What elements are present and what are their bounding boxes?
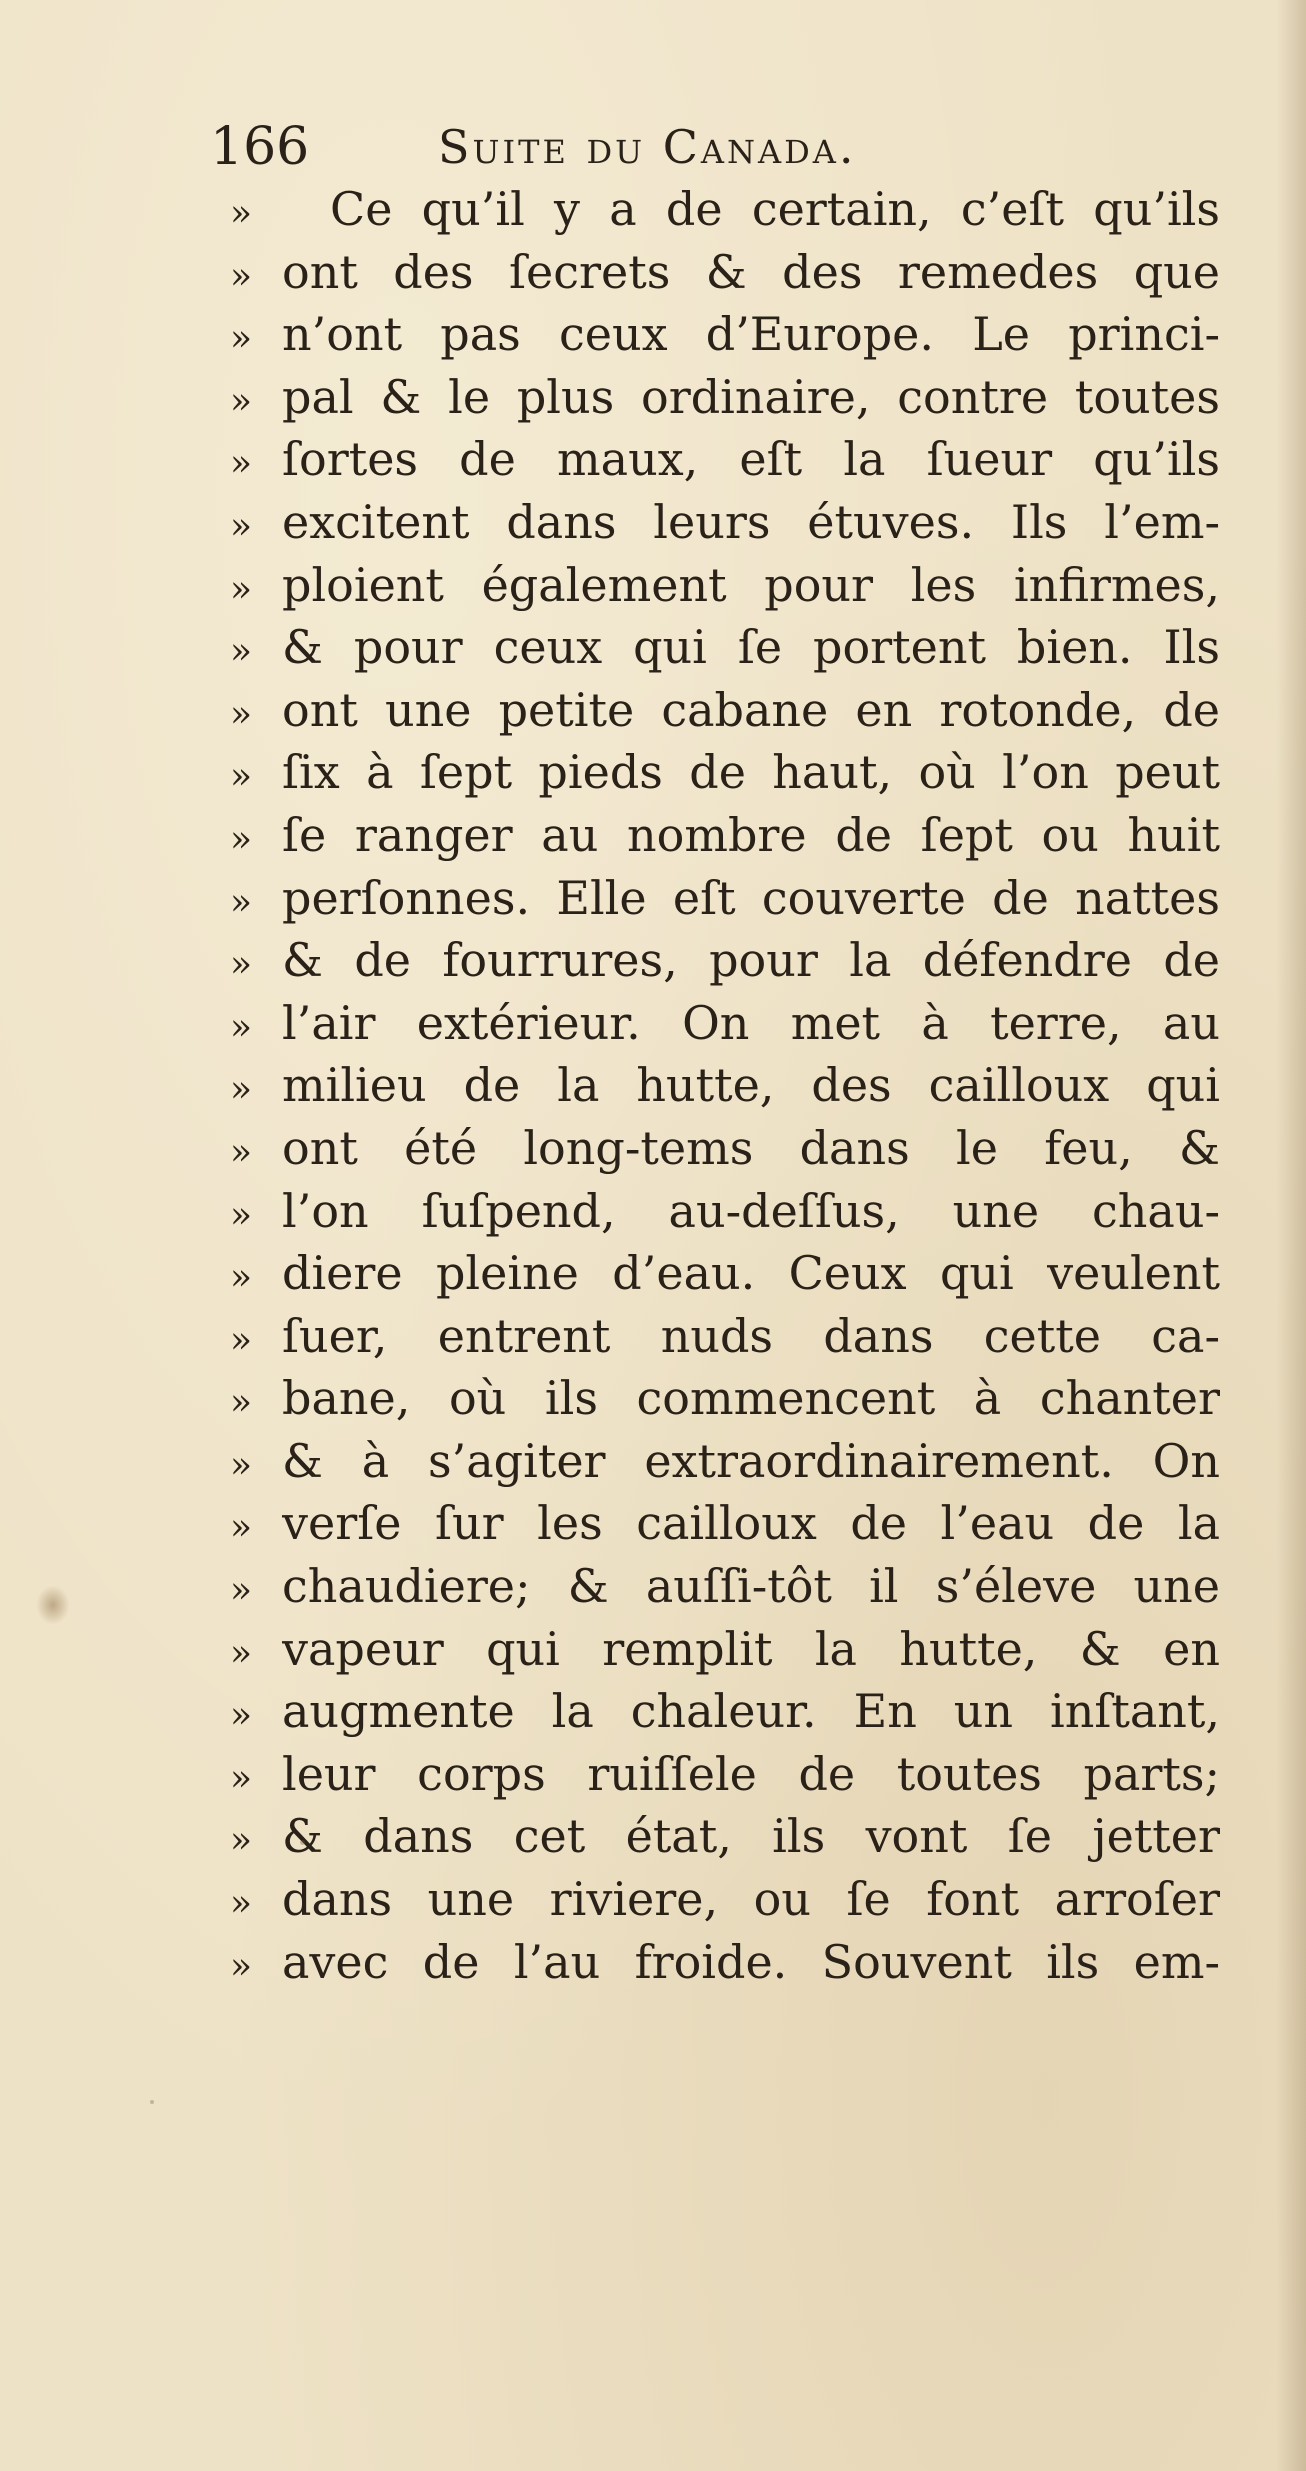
quotation-mark: »: [230, 881, 253, 923]
text-line: [230, 1868, 1220, 1931]
text-line: [230, 679, 1220, 742]
line-text: perſonnes. Elle eſt couverte de nattes: [282, 870, 1220, 925]
quotation-mark: »: [230, 1883, 253, 1925]
line-text: & de fourrures, pour la défendre de: [282, 933, 1220, 988]
quotation-mark: »: [230, 1507, 253, 1549]
text-line: [230, 1430, 1220, 1493]
quotation-mark: »: [230, 944, 253, 986]
line-text: pal & le plus ordinaire, contre toutes: [282, 369, 1220, 424]
quotation-mark: »: [230, 1319, 253, 1361]
line-text: ont des ſecrets & des remedes que: [282, 244, 1220, 299]
quotation-mark: »: [230, 818, 253, 860]
quotation-mark: »: [230, 1194, 253, 1236]
page-edge-shadow: [1276, 0, 1306, 2471]
text-line: [230, 867, 1220, 930]
text-line: [230, 929, 1220, 992]
line-text: excitent dans leurs étuves. Ils l’em-: [282, 494, 1220, 549]
paper-speck: [300, 1840, 305, 1845]
quotation-mark: »: [230, 756, 253, 798]
text-line: [230, 1680, 1220, 1743]
quotation-mark: »: [230, 1444, 253, 1486]
text-line: [230, 804, 1220, 867]
line-text: augmente la chaleur. En un inſtant,: [282, 1684, 1220, 1739]
text-line: [230, 1618, 1220, 1681]
line-text: & pour ceux qui ſe portent bien. Ils: [282, 620, 1220, 675]
quotation-mark: »: [230, 380, 253, 422]
text-line: [230, 616, 1220, 679]
text-line: [230, 366, 1220, 429]
line-text: diere pleine d’eau. Ceux qui veulent: [282, 1246, 1220, 1301]
quotation-mark: »: [230, 1069, 253, 1111]
line-text: ſuer, entrent nuds dans cette ca-: [282, 1308, 1220, 1363]
quotation-mark: »: [230, 1006, 253, 1048]
text-line: [230, 1367, 1220, 1430]
text-line: [230, 1117, 1220, 1180]
quotation-mark: »: [230, 1131, 253, 1173]
line-text: leur corps ruiſſele de toutes parts;: [282, 1746, 1220, 1801]
text-line: [230, 303, 1220, 366]
text-line: [230, 741, 1220, 804]
quotation-mark: »: [230, 1382, 253, 1424]
text-line: [230, 1242, 1220, 1305]
quotation-mark: »: [230, 568, 253, 610]
line-text: bane, où ils commencent à chanter: [282, 1371, 1220, 1426]
quotation-mark: »: [230, 1945, 253, 1987]
text-line: [230, 1743, 1220, 1806]
page-number: 166: [210, 117, 310, 177]
quotation-mark: »: [230, 631, 253, 673]
quotation-mark: »: [230, 193, 253, 234]
line-text: milieu de la hutte, des cailloux qui: [282, 1058, 1220, 1113]
text-line: [230, 554, 1220, 617]
quotation-mark: »: [230, 318, 253, 360]
line-text: n’ont pas ceux d’Europe. Le princi-: [282, 307, 1220, 362]
line-text: ploient également pour les infirmes,: [282, 557, 1220, 612]
line-text: verſe ſur les cailloux de l’eau de la: [282, 1496, 1220, 1551]
quotation-mark: »: [230, 443, 253, 485]
quotation-mark: »: [230, 1695, 253, 1737]
quotation-mark: »: [230, 255, 253, 297]
text-line: [230, 1305, 1220, 1368]
body-text: [230, 178, 1220, 1993]
line-text: vapeur qui remplit la hutte, & en: [282, 1621, 1220, 1676]
text-line: [230, 1555, 1220, 1618]
text-line: [230, 1931, 1220, 1994]
text-line: [230, 241, 1220, 304]
quotation-mark: »: [230, 1570, 253, 1612]
line-text: Ce qu’il y a de certain, c’eſt qu’ils: [330, 182, 1220, 236]
line-text: avec de l’au froide. Souvent ils em-: [282, 1934, 1220, 1989]
quotation-mark: »: [230, 505, 253, 547]
paper-speck: [150, 2100, 154, 2104]
quotation-mark: »: [230, 1632, 253, 1674]
line-text: ſix à ſept pieds de haut, où l’on peut: [282, 745, 1220, 800]
text-line: [230, 1180, 1220, 1243]
paper-stain: [36, 1585, 70, 1625]
text-line: [230, 1492, 1220, 1555]
line-text: dans une riviere, ou ſe font arroſer: [282, 1872, 1220, 1927]
quotation-mark: »: [230, 1757, 253, 1799]
line-text: ſe ranger au nombre de ſept ou huit: [282, 807, 1220, 862]
text-line: [230, 428, 1220, 491]
text-line: [230, 1805, 1220, 1868]
quotation-mark: »: [230, 1257, 253, 1299]
text-line: [230, 178, 1220, 241]
running-head: Suite du Canada.: [438, 120, 857, 174]
line-text: ont une petite cabane en rotonde, de: [282, 682, 1220, 737]
line-text: & dans cet état, ils vont ſe jetter: [282, 1809, 1220, 1864]
line-text: ont été long-tems dans le feu, &: [282, 1120, 1220, 1175]
page-header: [210, 112, 1110, 182]
line-text: ſortes de maux, eſt la ſueur qu’ils: [282, 432, 1220, 487]
quotation-mark: »: [230, 1820, 253, 1862]
text-line: [230, 992, 1220, 1055]
line-text: chaudiere; & auſſi-tôt il s’éleve une: [282, 1559, 1220, 1614]
line-text: l’air extérieur. On met à terre, au: [282, 995, 1220, 1050]
line-text: & à s’agiter extraordinairement. On: [282, 1433, 1220, 1488]
line-text: l’on ſuſpend, au-deſſus, une chau-: [282, 1183, 1220, 1238]
text-line: [230, 491, 1220, 554]
text-line: [230, 1054, 1220, 1117]
quotation-mark: »: [230, 693, 253, 735]
